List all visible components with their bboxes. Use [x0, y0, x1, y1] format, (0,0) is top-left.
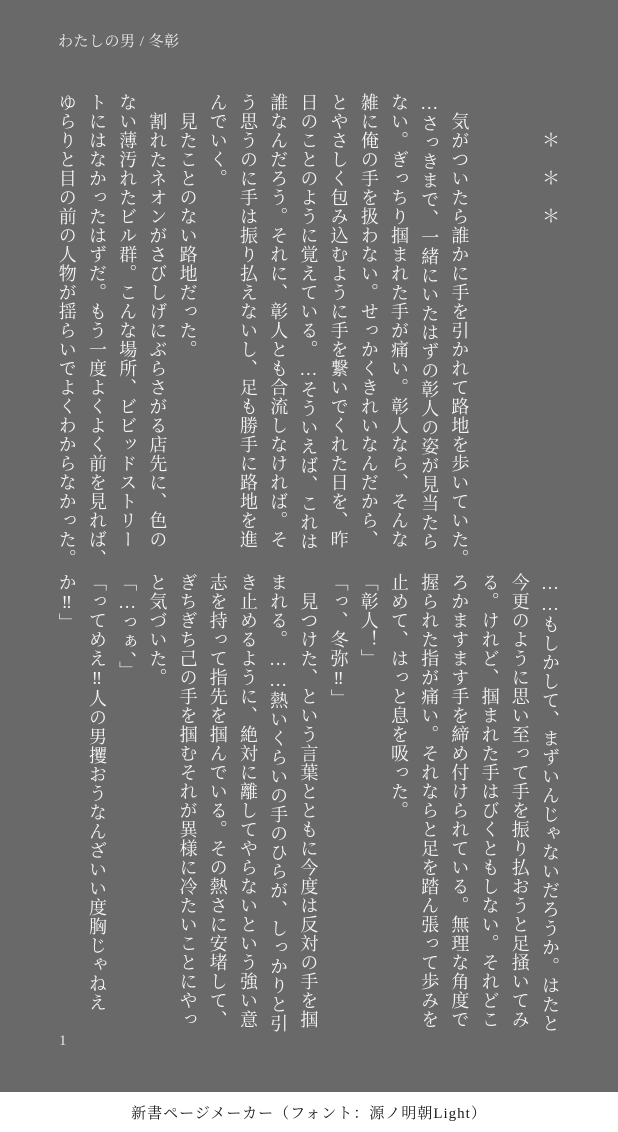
text-line: ない。ぎっちり掴まれた手が痛い。彰人なら、そんな — [389, 93, 410, 549]
text-line: と気づいた。 — [147, 573, 168, 687]
text-line: とやさしく包み込むように手を繋いでくれた日を、昨 — [328, 93, 349, 549]
text-line: う思うのに手は振り払えないし、足も勝手に路地を進 — [238, 93, 258, 549]
text-line: んでいく。 — [207, 93, 228, 188]
text-line: 握られた指が痛い。それならと足を踏ん張って歩みを — [419, 573, 440, 1029]
page-title: わたしの男 / 冬彰 — [58, 34, 180, 50]
text-line: る。けれど、掴まれた手はびくともしない。それどこ — [479, 573, 500, 1029]
text-line: 「…っぁ、」 — [117, 573, 138, 680]
text-line: 誰なんだろう。それに、彰人とも合流しなければ。そ — [268, 93, 289, 549]
text-line: 止めて、はっと息を吸った。 — [388, 573, 409, 820]
upper-text-block — [45, 93, 565, 573]
text-line: まれる。……熱いくらいの手のひらが、しっかりと引 — [268, 573, 289, 1033]
text-line: ない薄汚れたビル群。こんな場所、ビビッドストリー — [117, 93, 138, 549]
text-line: 割れたネオンがさびしげにぶらさがる店先に、色の — [147, 93, 168, 549]
text-line — [474, 93, 504, 573]
text-line: か‼」 — [56, 573, 77, 632]
text-line: ゆらりと目の前の人物が揺らいでよくわからなかった。 — [56, 93, 77, 568]
text-line — [505, 93, 535, 573]
text-line: 「ってめえ‼人の男攫おうなんざいい度胸じゃねえ — [86, 573, 107, 1012]
text-line: 見つけた、という言葉とともに今度は反対の手を掴 — [298, 573, 319, 1029]
text-line: 「っ、冬弥‼」 — [328, 573, 349, 708]
text-line: 日のことのように覚えている。…そういえば、これは — [298, 93, 319, 551]
text-line: ……もしかして、まずいんじゃないだろうか。はたと — [540, 573, 560, 1033]
footer-bar — [0, 1092, 618, 1132]
text-line: き止めるように、絶対に離してやらないという強い意 — [237, 573, 258, 1029]
text-line: 気がついたら誰かに手を引かれて路地を歩いていた。 — [449, 93, 470, 568]
text-line: …さっきまで、一緒にいたはずの彰人の姿が見当たら — [419, 93, 440, 551]
text-line: トにはなかったはずだ。もう一度よくよく前を見れば、 — [86, 93, 107, 568]
page-number: 1 — [59, 1033, 67, 1049]
text-line: 今更のように思い至って手を振り払おうと足掻いてみ — [509, 573, 530, 1029]
lower-text-block — [45, 573, 565, 1053]
text-line: 「彰人！」 — [358, 573, 379, 668]
text-line: 志を持って指先を掴んでいる。その熱さに安堵して、 — [207, 573, 228, 1029]
footer-credit: 新書ページメーカー（フォント：源ノ明朝Light） — [131, 1105, 487, 1122]
text-line: ＊ ＊ ＊ — [540, 93, 560, 226]
text-line: 見たことのない路地だった。 — [177, 93, 198, 359]
text-line: ろかますます手を締め付けられている。無理な角度で — [449, 573, 470, 1029]
text-line: ぎちぎち己の手を掴むそれが異様に冷たいことにやっ — [177, 573, 198, 1029]
text-content — [45, 93, 565, 1053]
text-line: 雑に俺の手を扱わない。せっかくきれいなんだから、 — [358, 93, 379, 549]
